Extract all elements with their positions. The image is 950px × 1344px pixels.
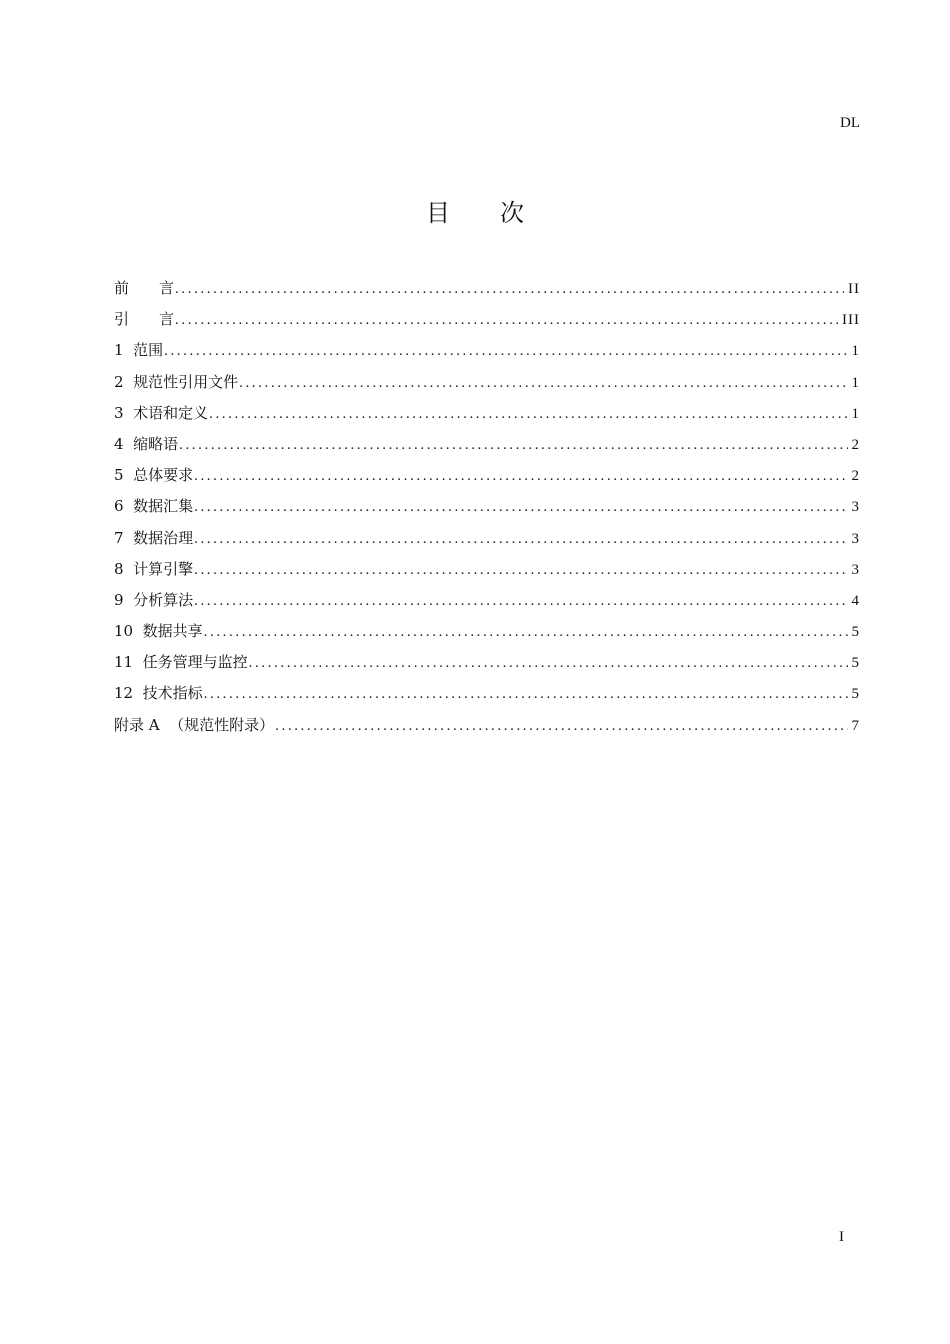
toc-entry-label: 附录 A （规范性附录） (114, 715, 275, 734)
toc-leader-dots (194, 558, 847, 582)
toc-leader-dots (204, 620, 848, 644)
toc-entry-page: 1 (851, 343, 860, 360)
toc-entry-data-governance[interactable] (114, 526, 860, 557)
toc-entry-page: 3 (851, 561, 860, 578)
toc-entry-terms-definitions[interactable] (114, 401, 860, 432)
toc-entry-page: 1 (851, 405, 860, 422)
toc-entry-page: 5 (851, 655, 860, 672)
toc-entry-label: 2 规范性引用文件 (114, 372, 239, 391)
toc-leader-dots (175, 308, 838, 332)
toc-leader-dots (175, 277, 844, 301)
toc-entry-data-collection[interactable] (114, 494, 860, 525)
toc-entry-label: 7 数据治理 (114, 528, 194, 547)
toc-entry-page: 2 (851, 436, 860, 453)
toc-entry-page: 1 (851, 374, 860, 391)
toc-entry-compute-engine[interactable] (114, 557, 860, 588)
toc-entry-label: 前 言 (114, 279, 175, 297)
toc-entry-page: II (848, 281, 860, 297)
toc-entry-normative-references[interactable] (114, 370, 860, 401)
toc-entry-page: 5 (851, 686, 860, 703)
toc-entry-page: 2 (851, 468, 860, 485)
toc-leader-dots (194, 589, 847, 613)
toc-entry-label: 9 分析算法 (114, 590, 194, 609)
toc-leader-dots (179, 433, 847, 457)
toc-entry-page: 5 (851, 624, 860, 641)
toc-entry-page: 3 (851, 530, 860, 547)
toc-leader-dots (249, 651, 848, 675)
toc-entry-task-management[interactable] (114, 650, 860, 681)
toc-title-part1: 目 (426, 199, 450, 227)
toc-entry-label: 4 缩略语 (114, 434, 179, 453)
toc-entry-label: 8 计算引擎 (114, 559, 194, 578)
toc-entry-page: 7 (851, 717, 860, 734)
toc-entry-label: 12 技术指标 (114, 684, 203, 703)
toc-list (114, 276, 860, 744)
page-number: I (839, 1229, 844, 1245)
toc-entry-page: 4 (851, 592, 860, 609)
toc-entry-data-sharing[interactable] (114, 619, 860, 650)
toc-leader-dots (275, 714, 847, 738)
toc-leader-dots (194, 495, 847, 519)
toc-entry-label: 10 数据共享 (114, 622, 203, 641)
document-code: DL (840, 115, 860, 131)
toc-entry-scope[interactable] (114, 338, 860, 369)
toc-leader-dots (194, 527, 847, 551)
toc-entry-appendix-a[interactable] (114, 713, 860, 744)
toc-leader-dots (194, 464, 847, 488)
toc-leader-dots (239, 371, 847, 395)
toc-entry-page: III (842, 312, 860, 329)
toc-entry-page: 3 (851, 499, 860, 516)
toc-entry-general-requirements[interactable] (114, 463, 860, 494)
toc-entry-label: 3 术语和定义 (114, 403, 209, 422)
toc-entry-abbreviations[interactable] (114, 432, 860, 463)
toc-leader-dots (204, 682, 848, 706)
toc-leader-dots (164, 339, 847, 363)
toc-title-part2: 次 (500, 199, 524, 227)
toc-entry-preface[interactable] (114, 276, 860, 307)
toc-entry-label: 5 总体要求 (114, 466, 194, 485)
toc-title (0, 196, 950, 230)
toc-entry-analysis-algorithms[interactable] (114, 588, 860, 619)
toc-entry-label: 引 言 (114, 310, 175, 329)
toc-entry-label: 11 任务管理与监控 (114, 653, 248, 672)
toc-entry-introduction[interactable] (114, 307, 860, 338)
toc-entry-label: 1 范围 (114, 341, 164, 360)
toc-entry-label: 6 数据汇集 (114, 497, 194, 516)
toc-entry-technical-indicators[interactable] (114, 681, 860, 712)
toc-leader-dots (209, 402, 847, 426)
